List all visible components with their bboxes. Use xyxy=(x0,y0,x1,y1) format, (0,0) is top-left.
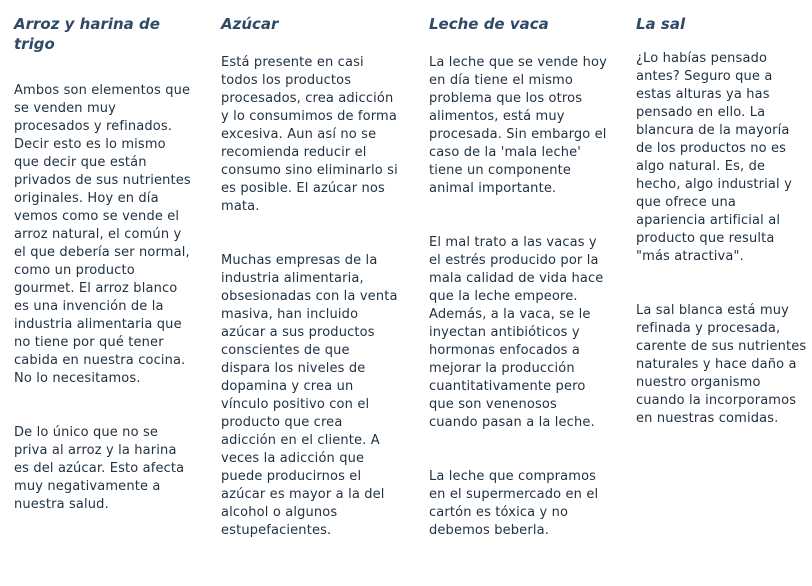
column-la-sal xyxy=(636,14,808,428)
column-heading: Arroz y harina de trigo xyxy=(14,15,160,53)
column-paragraph: Ambos son elementos que se venden muy procesados y refinados. Decir esto es lo mismo que decir que están privados de sus nutrientes originales. Hoy en día vemos como se vende el arroz natural, el común y el que debería ser normal, como un producto gourmet. El arroz blanco es una invención de la industria alimentaria que no tiene por qué tener cabida en nuestra cocina. No lo necesitamos. xyxy=(14,83,191,386)
column-paragraph: Muchas empresas de la industria alimentaria, obsesionadas con la venta masiva, han incluido azúcar a sus productos conscientes de que dispara los niveles de dopamina y crea un vínculo positivo con el producto que crea adicción en el cliente. A veces la adicción que puede producirnos el azúcar es mayor a la del alcohol o algunos estupefacientes. xyxy=(221,253,398,538)
column-paragraph: El mal trato a las vacas y el estrés producido por la mala calidad de vida hace que la leche empeore. Además, a la vaca, se le inyectan antibióticos y hormonas enfocados a mejorar la producción cuantitativamente pero que son venenosos cuando pasan a la leche. xyxy=(429,235,604,430)
column-leche-de-vaca xyxy=(429,14,609,540)
column-paragraph: De lo único que no se priva al arroz y la harina es del azúcar. Esto afecta muy negativamente a nuestra salud. xyxy=(14,425,185,512)
column-heading: La sal xyxy=(636,15,686,33)
column-paragraph: La leche que se vende hoy en día tiene el mismo problema que los otros alimentos, está muy procesada. Sin embargo el caso de la 'mala leche' tiene un componente animal importante. xyxy=(429,55,607,196)
column-paragraph: La leche que compramos en el supermercado en el cartón es tóxica y no debemos beberla. xyxy=(429,469,599,538)
column-paragraph: La sal blanca está muy refinada y procesada, carente de sus nutrientes naturales y hace daño a nuestro organismo cuando la incorporamos en nuestras comidas. xyxy=(636,303,807,426)
column-paragraph: Está presente en casi todos los productos procesados, crea adicción y lo consumimos de forma excesiva. Aun así no se recomienda reducir el consumo sino eliminarlo si es posible. El azúcar nos mata. xyxy=(221,55,398,214)
column-paragraph: ¿Lo habías pensado antes? Seguro que a estas alturas ya has pensado en ello. La blancura de la mayoría de los productos no es algo natural. Es, de hecho, algo industrial y que ofrece una apariencia artificial al producto que resulta "más atractiva". xyxy=(636,51,792,264)
column-arroz-y-harina xyxy=(14,14,194,514)
column-heading: Azúcar xyxy=(221,15,279,33)
column-azucar xyxy=(221,14,401,540)
column-heading: Leche de vaca xyxy=(429,15,549,33)
